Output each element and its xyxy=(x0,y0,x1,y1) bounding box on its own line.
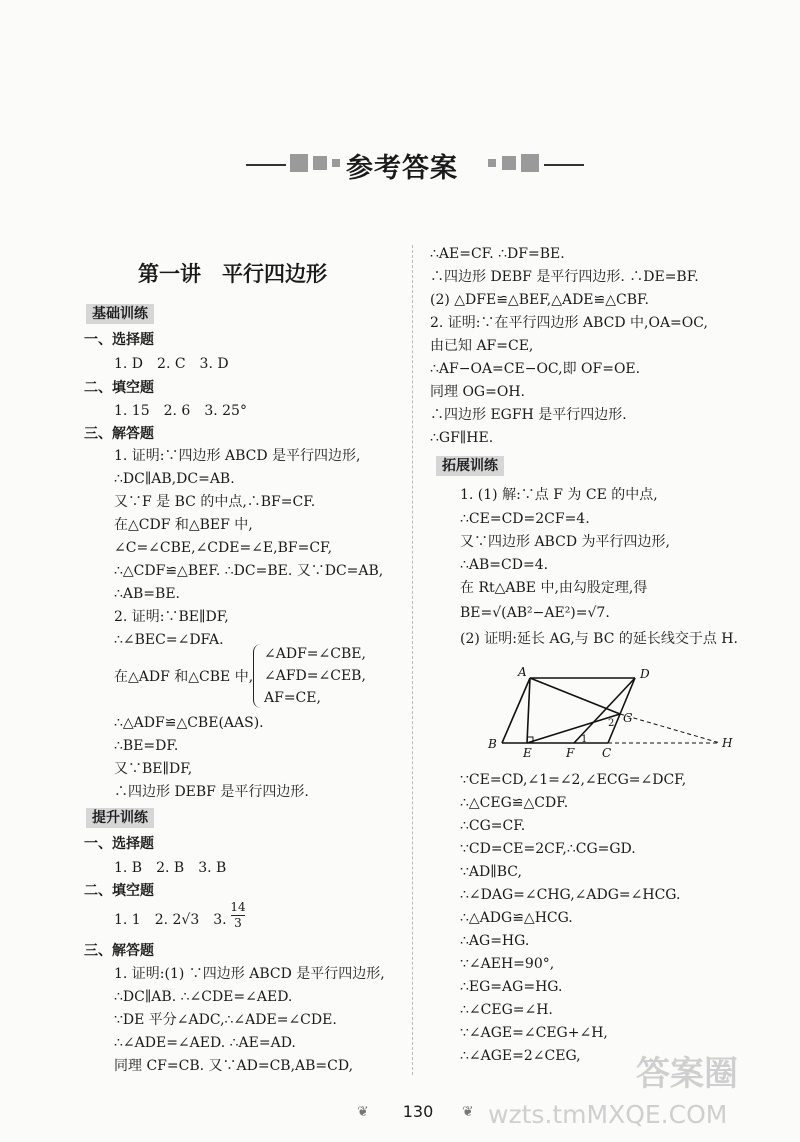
label-angle-2: 2 xyxy=(608,718,615,729)
proof-line: BE=√(AB²−AE²)=√7. xyxy=(460,605,610,621)
label-angle-1: 1 xyxy=(581,734,588,745)
banner-rule-left xyxy=(246,164,286,166)
answer-line: 1. B 2. B 3. B xyxy=(114,860,227,876)
proof-line: ∵CD=CE=2CF,∴CG=GD. xyxy=(460,841,636,857)
column-divider xyxy=(412,245,413,1075)
system-line: AF=CE, xyxy=(264,690,321,706)
proof-line: ∴△CEG≌△CDF. xyxy=(460,795,569,811)
proof-line: ∴四边形 DEBF 是平行四边形. ∴DE=BF. xyxy=(430,269,699,285)
page-number: 130 xyxy=(402,1102,434,1121)
proof-line: ∴△ADG≌△HCG. xyxy=(460,910,573,926)
label-A: A xyxy=(518,665,527,679)
segment-AG xyxy=(530,678,620,714)
proof-line: 1. (1) 解:∵点 F 为 CE 的中点, xyxy=(460,487,658,503)
system-line: ∠ADF=∠CBE, xyxy=(264,646,366,662)
proof-line: ∴CE=CD=2CF=4. xyxy=(460,511,590,527)
proof-line: ∴△ADF≌△CBE(AAS). xyxy=(114,715,264,731)
watermark-url: wzts.tmMXQE.COM xyxy=(488,1100,728,1129)
banner-block xyxy=(290,154,308,172)
proof-line: 同理 OG=OH. xyxy=(430,384,525,400)
heading-solve: 三、解答题 xyxy=(84,426,154,442)
proof-line: ∵DE 平分∠ADC,∴∠ADE=∠CDE. xyxy=(114,1012,337,1028)
proof-line: ∴BE=DF. xyxy=(114,738,179,754)
proof-line: ∴DC∥AB,DC=AB. xyxy=(114,471,235,487)
equation-brace xyxy=(253,644,264,708)
proof-line: 2. 证明:∵在平行四边形 ABCD 中,OA=OC, xyxy=(430,315,708,331)
proof-line: 2. 证明:∵BE∥DF, xyxy=(114,609,229,625)
proof-line: ∵AD∥BC, xyxy=(460,864,522,880)
proof-line: 又∵BE∥DF, xyxy=(114,761,193,777)
section-tag-extension: 拓展训练 xyxy=(436,456,504,476)
proof-line: 同理 CF=CB. 又∵AD=CB,AB=CD, xyxy=(114,1058,354,1074)
heading-choice: 一、选择题 xyxy=(84,836,154,852)
proof-line: ∴四边形 EGFH 是平行四边形. xyxy=(430,407,627,423)
proof-line: ∴CG=CF. xyxy=(460,818,526,834)
lecture-title: 第一讲 平行四边形 xyxy=(138,262,327,286)
proof-line: ∠C=∠CBE,∠CDE=∠E,BF=CF, xyxy=(114,540,333,556)
label-E: E xyxy=(523,746,532,760)
fraction xyxy=(229,901,247,930)
label-F: F xyxy=(566,746,575,760)
watermark-logo: 答案圈 xyxy=(636,1054,738,1094)
proof-line: ∴AB=CD=4. xyxy=(460,557,549,573)
banner-block xyxy=(521,154,539,172)
label-C: C xyxy=(602,746,612,760)
banner-block xyxy=(332,159,340,167)
proof-line: ∴AE=CF. ∴DF=BE. xyxy=(430,246,565,262)
proof-line: 1. 证明:∵四边形 ABCD 是平行四边形, xyxy=(114,448,361,464)
banner-block xyxy=(502,156,516,170)
proof-line: ∴AF−OA=CE−OC,即 OF=OE. xyxy=(430,361,641,377)
system-prefix: 在△ADF 和△CBE 中, xyxy=(114,669,254,685)
system-line: ∠AFD=∠CEB, xyxy=(264,668,366,684)
proof-line: ∴EG=AG=HG. xyxy=(460,979,563,995)
heading-solve: 三、解答题 xyxy=(84,943,154,959)
banner-block xyxy=(488,159,496,167)
proof-line: ∴∠DAG=∠CHG,∠ADG=∠HCG. xyxy=(460,887,681,903)
answer-line: 1. 15 2. 6 3. 25° xyxy=(114,403,247,419)
heading-choice: 一、选择题 xyxy=(84,332,154,348)
proof-line: 在 Rt△ABE 中,由勾股定理,得 xyxy=(460,580,648,596)
heading-fill: 二、填空题 xyxy=(84,380,154,396)
banner-title: 参考答案 xyxy=(346,153,458,184)
banner-block xyxy=(313,156,327,170)
proof-line: ∴∠ADE=∠AED. ∴AE=AD. xyxy=(114,1035,296,1051)
edge-AB xyxy=(502,678,530,743)
proof-line: 又∵四边形 ABCD 为平行四边形, xyxy=(460,534,670,550)
ornament-left-icon: ❦ xyxy=(357,1104,369,1120)
proof-line: (2) △DFE≌△BEF,△ADE≌△CBF. xyxy=(430,292,649,308)
ornament-right-icon: ❦ xyxy=(462,1104,474,1120)
fraction-numerator: 14 xyxy=(230,900,246,914)
proof-line: ∴∠CEG=∠H. xyxy=(460,1002,553,1018)
proof-line: ∴△CDF≌△BEF. ∴DC=BE. 又∵DC=AB, xyxy=(114,563,384,579)
segment-EG xyxy=(527,714,620,743)
section-tag-basic: 基础训练 xyxy=(86,304,154,324)
section-tag-advanced: 提升训练 xyxy=(86,808,154,828)
proof-line: (2) 证明:延长 AG,与 BC 的延长线交于点 H. xyxy=(460,631,738,647)
proof-line: ∴∠AGE=2∠CEG, xyxy=(460,1048,581,1064)
heading-fill: 二、填空题 xyxy=(84,883,154,899)
banner-rule-right xyxy=(544,164,584,166)
proof-line: ∴∠BEC=∠DFA. xyxy=(114,632,224,648)
label-H: H xyxy=(722,736,733,750)
proof-line: ∴DC∥AB. ∴∠CDE=∠AED. xyxy=(114,989,293,1005)
proof-line: ∴四边形 DEBF 是平行四边形. xyxy=(114,784,309,800)
proof-line: ∵CE=CD,∠1=∠2,∠ECG=∠DCF, xyxy=(460,772,687,788)
label-B: B xyxy=(488,737,497,751)
answer-line: 1. 1 2. 2√3 3. xyxy=(114,912,227,928)
proof-line: 由已知 AF=CE, xyxy=(430,338,534,354)
label-G: G xyxy=(623,711,633,725)
segment-AE xyxy=(527,678,530,743)
proof-line: 又∵F 是 BC 的中点,∴BF=CF. xyxy=(114,494,316,510)
proof-line: 在△CDF 和△BEF 中, xyxy=(114,517,253,533)
proof-line: ∴GF∥HE. xyxy=(430,430,494,446)
proof-line: ∵∠AEH=90°, xyxy=(460,956,555,972)
label-D: D xyxy=(640,667,650,681)
proof-line: ∵∠AGE=∠CEG+∠H, xyxy=(460,1025,608,1041)
proof-line: ∴AG=HG. xyxy=(460,933,530,949)
geometry-diagram xyxy=(480,664,740,760)
proof-line: 1. 证明:(1) ∵四边形 ABCD 是平行四边形, xyxy=(114,966,385,982)
proof-line: ∴AB=BE. xyxy=(114,586,180,602)
fraction-denominator: 3 xyxy=(234,916,242,930)
extension-GH xyxy=(620,714,720,743)
answer-line: 1. D 2. C 3. D xyxy=(114,356,229,372)
